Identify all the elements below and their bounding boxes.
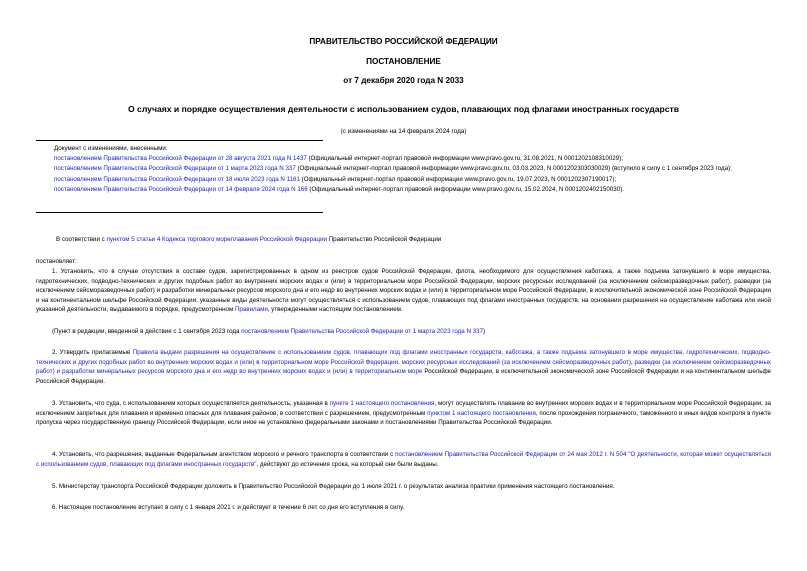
paragraph-5: 5. Министерству транспорта Российской Федерации доложить в Правительство Российской Федерации до 1 июля 2021 г. о результатах анализа практики применения настоящего постановления.	[52, 483, 615, 490]
change-link[interactable]: постановлением Правительства Российской Федерации от 1 марта 2023 года N 337	[54, 165, 296, 173]
paragraph-1: 1. Установить, что в случае отсутствия в составе судов, зарегистрированных в одном из реестров судов Российской Федерации, флота, необходимого для осуществления каботажа, а также подъема затонувшего в море имущества, гидротехнических, подводно-технических и других подобных работ во внутренних морских водах и (или) в территориальном море Российской Федерации, морских ресурсных исследований (за исключением сейсморазведочных работ), разведки (за исключением сейсморазведочных работ) и разработки минеральных ресурсов морского дна и его недр во внутренних морских водах и (или) в территориальном море Российской Федерации, в исключительной экономической зоне Российской Федерации и на континентальном шельфе Российской Федерации, указанные виды деятельности могут осуществляться с использованием судов, плавающих под флагами иностранных государств, на основании разрешения на осуществление каботажа или иной указанной деятельности, выдаваемого в порядке, предусмотренном Правилами, утвержденными настоящим постановлением.	[36, 268, 771, 314]
amendment-link[interactable]: постановлением Правительства Российской Федерации от 1 марта 2023 года N 337	[241, 328, 483, 335]
change-item: постановлением Правительства Российской Федерации от 18 июля 2023 года N 1161 (Официальный интернет-портал правовой информации www.pravo.gov.ru, 19.07.2023, N 0001202307190017);	[54, 175, 617, 183]
change-link[interactable]: постановлением Правительства Российской Федерации от 28 августа 2021 года N 1437	[54, 155, 307, 163]
rules-title-link[interactable]: Правила выдачи разрешения на осуществление с использованием судов, плавающих под флагами иностранных государств, каботажа, а также подъема затонувшего в море имущества, гидротехнических, подводно-технических и других подобных работ во внутренних морских водах и (или) в территориальном море Российской Федерации, морских ресурсных исследований (за исключением сейсморазведочных работ), разведки (за исключением сейсморазведочных работ) и разработки минеральных ресурсов морского дна и его недр во внутренних морских водах и (или) в территориальном море	[36, 349, 772, 376]
change-item: постановлением Правительства Российской Федерации от 1 марта 2023 года N 337 (Официальный интернет-портал правовой информации www.pravo.gov.ru, 03.03.2023, N 0001202303030029) (вступило в силу с 1 сентября 2023 года);	[54, 165, 732, 173]
government-heading: ПРАВИТЕЛЬСТВО РОССИЙСКОЙ ФЕДЕРАЦИИ	[309, 37, 498, 46]
edition-note: (с изменениями на 14 февраля 2024 года)	[340, 128, 467, 135]
changes-intro: Документ с изменениями, внесенными:	[54, 145, 168, 152]
divider-top	[36, 140, 323, 141]
paragraph-6: 6. Настоящее постановление вступает в силу с 1 января 2021 г. и действует в течение 6 лет со дня его вступления в силу.	[52, 504, 405, 511]
clause-1-link[interactable]: пункте 1 настоящего постановления	[329, 400, 435, 407]
document-type: ПОСТАНОВЛЕНИЕ	[366, 57, 441, 66]
document-date: от 7 декабря 2020 года N 2033	[343, 76, 464, 85]
paragraph-1-note: (Пункт в редакции, введенной в действие с 1 сентября 2023 года постановлением Правительства Российской Федерации от 1 марта 2023 года N 337)	[52, 328, 486, 335]
paragraph-2: 2. Утвердить прилагаемые Правила выдачи разрешения на осуществление с использованием судов, плавающих под флагами иностранных государств, каботажа, а также подъема затонувшего в море имущества, гидротехнических, подводно-технических и других подобных работ во внутренних морских водах и (или) в территориальном море Российской Федерации, морских ресурсных исследований (за исключением сейсморазведочных работ), разведки (за исключением сейсморазведочных работ) и разработки минеральных ресурсов морского дна и его недр во внутренних морских водах и (или) в территориальном море Российской Федерации, в исключительной экономической зоне Российской Федерации и на континентальном шельфе Российской Федерации.	[36, 349, 772, 385]
paragraph-3: 3. Установить, что суда, с использованием которых осуществляется деятельность, указанная в пункте 1 настоящего постановления, могут осуществлять плавание во внутренних морских водах и в территориальном море Российской Федерации, за исключением запретных для плавания и временно опасных для плавания районов, в соответствии с разрешением, предусмотренным пунктом 1 настоящего постановления, после прохождения пограничного, таможенного и иных видов контроля в пункте пропуска через государственную границу Российской Федерации, если иное не установлено федеральными законами и постановлениями Правительства Российской Федерации.	[36, 400, 772, 427]
decree-word: постановляет:	[36, 258, 77, 265]
change-link[interactable]: постановлением Правительства Российской Федерации от 18 июля 2023 года N 1161	[54, 175, 300, 183]
rules-link[interactable]: Правилами	[234, 306, 268, 314]
preamble: В соответствии с пунктом 5 статьи 4 Кодекса торгового мореплавания Российской Федерации Правительство Российской Федерации	[56, 236, 442, 243]
clause-1-link[interactable]: пунктом 1 настоящего постановления	[427, 409, 536, 417]
changes-block	[36, 144, 771, 195]
change-item: постановлением Правительства Российской Федерации от 14 февраля 2024 года N 166 (Официальный интернет-портал правовой информации www.pravo.gov.ru, 15.02.2024, N 0001202402150030).	[54, 185, 624, 193]
decree-504-link[interactable]: постановлением Правительства Российской Федерации от 24 мая 2012 г. N 504 "О деятельности, которая может осуществляться с использованием судов, плавающих под флагами иностранных государств"	[36, 451, 771, 468]
divider-bottom	[36, 212, 323, 213]
change-link[interactable]: постановлением Правительства Российской Федерации от 14 февраля 2024 года N 166	[54, 185, 308, 193]
change-item: постановлением Правительства Российской Федерации от 28 августа 2021 года N 1437 (Официальный интернет-портал правовой информации www.pravo.gov.ru, 31.08.2021, N 0001202108310029);	[54, 155, 623, 163]
document-title: О случаях и порядке осуществления деятельности с использованием судов, плавающих под флагами иностранных государств	[127, 104, 680, 114]
paragraph-4: 4. Установить, что разрешения, выданные Федеральным агентством морского и речного транспорта в соответствии с постановлением Правительства Российской Федерации от 24 мая 2012 г. N 504 "О деятельности, которая может осуществляться с использованием судов, плавающих под флагами иностранных государств", действуют до истечения срока, на который они были выданы.	[36, 451, 771, 468]
preamble-link[interactable]: пунктом 5 статьи 4 Кодекса торгового мореплавания Российской Федерации	[106, 236, 328, 243]
